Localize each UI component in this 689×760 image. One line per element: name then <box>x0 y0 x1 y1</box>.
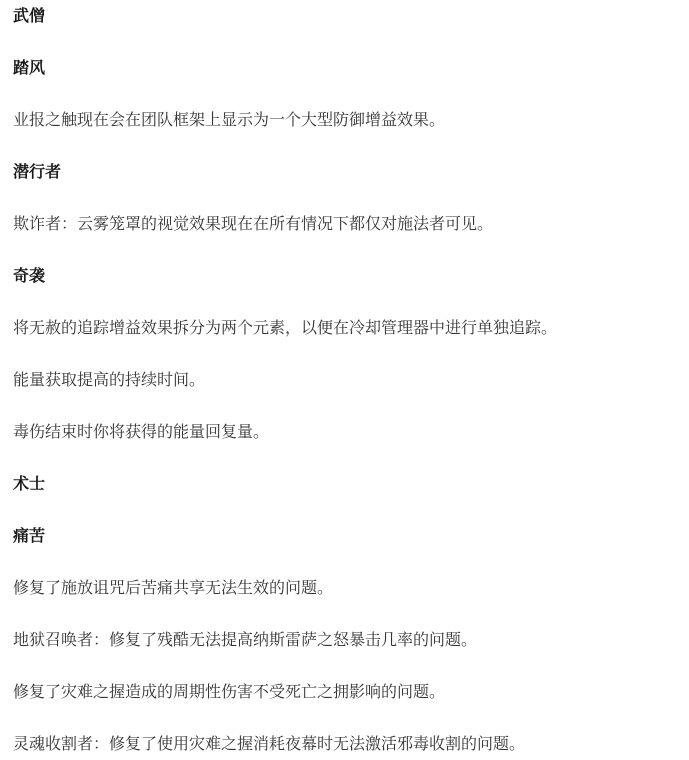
heading-assassination: 奇袭 <box>13 268 46 285</box>
heading-windwalker: 踏风 <box>13 60 46 77</box>
note-assassination-2: 能量获取提高的持续时间。 <box>13 372 206 389</box>
note-rogue-1: 欺诈者：云雾笼罩的视觉效果现在在所有情况下都仅对施法者可见。 <box>13 216 494 233</box>
note-affliction-4: 灵魂收割者：修复了使用灾难之握消耗夜幕时无法激活邪毒收割的问题。 <box>13 736 526 753</box>
heading-affliction: 痛苦 <box>13 528 46 545</box>
heading-rogue: 潜行者 <box>13 164 62 181</box>
note-windwalker-1: 业报之触现在会在团队框架上显示为一个大型防御增益效果。 <box>13 112 446 129</box>
note-affliction-1: 修复了施放诅咒后苦痛共享无法生效的问题。 <box>13 580 334 597</box>
note-affliction-3: 修复了灾难之握造成的周期性伤害不受死亡之拥影响的问题。 <box>13 684 446 701</box>
note-assassination-3: 毒伤结束时你将获得的能量回复量。 <box>13 424 270 441</box>
note-assassination-1: 将无赦的追踪增益效果拆分为两个元素，以便在冷却管理器中进行单独追踪。 <box>13 320 558 337</box>
heading-monk: 武僧 <box>13 8 46 25</box>
heading-warlock: 术士 <box>13 476 46 493</box>
note-affliction-2: 地狱召唤者：修复了残酷无法提高纳斯雷萨之怒暴击几率的问题。 <box>13 632 478 649</box>
